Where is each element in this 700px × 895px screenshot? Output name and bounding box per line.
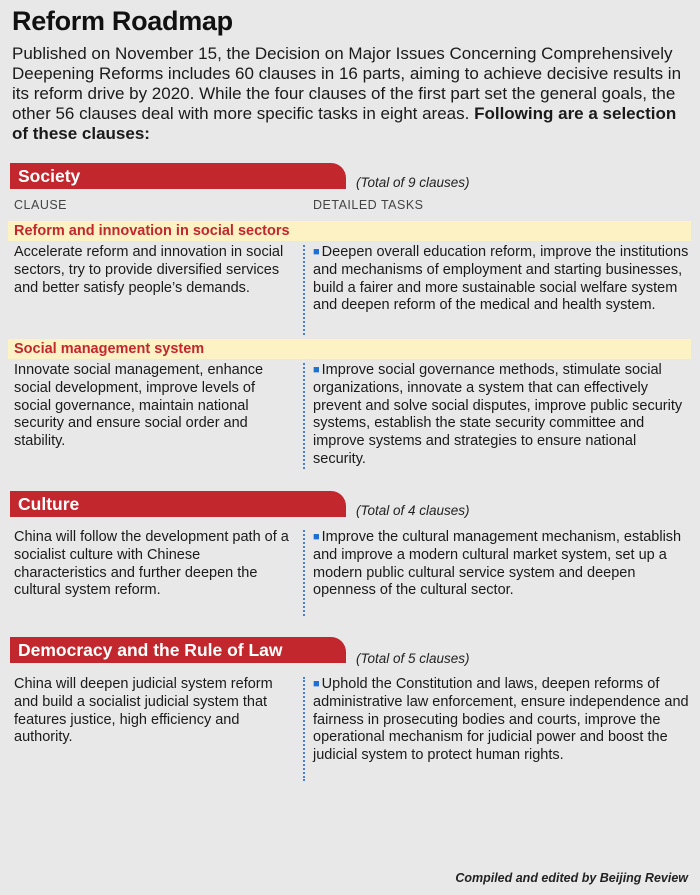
task-social-sectors — [313, 244, 691, 315]
divider-dotted — [303, 677, 305, 781]
page-title: Reform Roadmap — [12, 6, 233, 36]
task-culture — [313, 529, 691, 600]
clause-social-management: Innovate social management, enhance social development, improve levels of social governance, maintain national security and ensure social order and stability. — [14, 362, 264, 450]
square-bullet-icon: ■ — [313, 678, 320, 690]
section-banner-culture: Culture — [10, 491, 346, 517]
square-bullet-icon: ■ — [313, 364, 320, 376]
task-text: Uphold the Constitution and laws, deepen reforms of administrative law enforcement, ensure independence and fairness in prosecuting bodies and courts, improve the operational mechanism for judicial power and boost the judicial system to protect human rights. — [313, 676, 689, 764]
subheading-social-management: Social management system — [8, 339, 691, 359]
intro-paragraph — [12, 44, 692, 144]
divider-dotted — [303, 245, 305, 335]
subheading-social-sectors: Reform and innovation in social sectors — [8, 221, 691, 241]
section-banner-law: Democracy and the Rule of Law — [10, 637, 346, 663]
clause-law: China will deepen judicial system reform and build a socialist judicial system that features justice, high efficiency and authority. — [14, 676, 273, 746]
column-header-tasks: DETAILED TASKS — [313, 198, 424, 212]
square-bullet-icon: ■ — [313, 246, 320, 258]
intro-text: Published on November 15, the Decision on Major Issues Concerning Comprehensively Deepening Reforms includes 60 clauses in 16 parts, aiming to achieve decisive results in its reform drive by 2020. While the four clauses of the first part set the general goals, the other 56 clauses deal with more specific tasks in eight areas. — [12, 44, 682, 123]
clause-culture: China will follow the development path of a socialist culture with Chinese characteristics and further deepen the cultural system reform. — [14, 529, 289, 599]
square-bullet-icon: ■ — [313, 531, 320, 543]
task-text: Improve the cultural management mechanism, establish and improve a modern cultural market system, set up a modern public cultural service system and deepen openness of the cultural sector. — [313, 529, 682, 599]
clause-social-sectors: Accelerate reform and innovation in social sectors, try to provide diversified services and better satisfy people’s demands. — [14, 244, 284, 296]
task-social-management — [313, 362, 691, 469]
divider-dotted — [303, 363, 305, 469]
intro-lead: Following are a selection of these clauses: — [12, 104, 677, 143]
credit-footer: Compiled and edited by Beijing Review — [455, 871, 688, 885]
section-banner-society: Society — [10, 163, 346, 189]
task-text: Deepen overall education reform, improve the institutions and mechanisms of employment and starting businesses, build a fairer and more sustainable social welfare system and deepen reform of the medical and health system. — [313, 244, 689, 314]
task-text: Improve social governance methods, stimulate social organizations, innovate a system that can effectively prevent and solve social disputes, improve public security systems, establish the state security committee and improve systems and strategies to ensure national security. — [313, 362, 683, 467]
law-total: (Total of 5 clauses) — [356, 651, 470, 666]
divider-dotted — [303, 530, 305, 616]
culture-total: (Total of 4 clauses) — [356, 503, 470, 518]
task-law — [313, 676, 691, 765]
column-header-clause: CLAUSE — [14, 198, 68, 212]
society-total: (Total of 9 clauses) — [356, 175, 470, 190]
